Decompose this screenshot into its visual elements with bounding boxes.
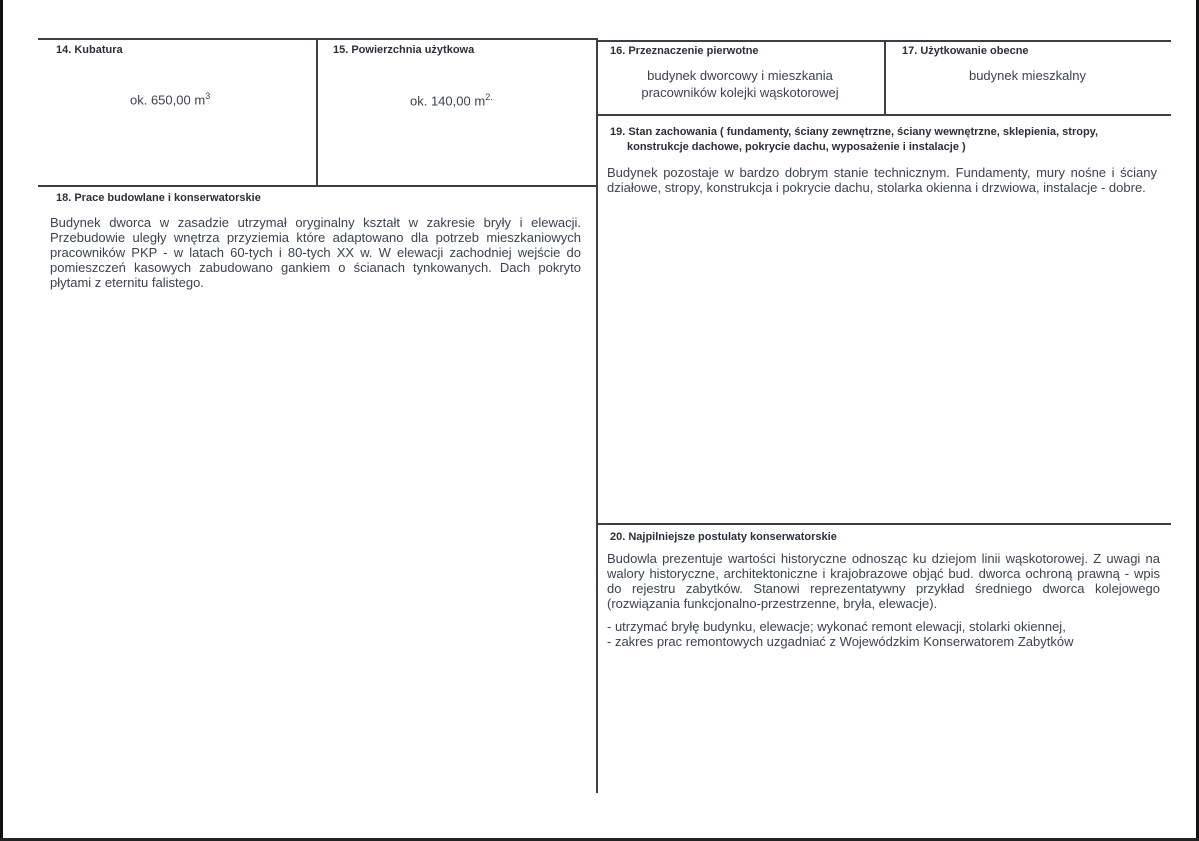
postulaty-item-1: - utrzymać bryłę budynku, elewacje; wykonać remont elewacji, stolarki okiennej, xyxy=(607,619,1066,634)
postulaty-text xyxy=(607,551,1160,649)
rule-above-section-18 xyxy=(38,185,597,187)
przeznaczenie-value xyxy=(600,67,880,101)
powierzchnia-unit: m xyxy=(474,93,486,109)
powierzchnia-label: 15. Powierzchnia użytkowa xyxy=(333,44,475,56)
powierzchnia-value xyxy=(410,92,493,108)
postulaty-label: 20. Najpilniejsze postulaty konserwatorskie xyxy=(610,531,837,543)
rule-above-section-19 xyxy=(597,114,1171,116)
postulaty-item-2: - zakres prac remontowych uzgadniać z Wojewódzkim Konserwatorem Zabytków xyxy=(607,634,1074,649)
rule-above-section-20 xyxy=(597,523,1171,525)
prace-label: 18. Prace budowlane i konserwatorskie xyxy=(56,192,261,204)
divider-przeznaczenie-uzytkowanie xyxy=(884,40,886,114)
kubatura-value xyxy=(130,91,210,107)
prace-paragraph: Budynek dworca w zasadzie utrzymał oryginalny kształt w zakresie bryły i elewacji. Przebudowie uległy wnętrza przyziemia które adaptowano dla potrzeb mieszkaniowych pracowników PKP - w latach 60-tych i 80-tych XX w. W elewacji zachodniej wejście do pomieszczeń kasowych zabudowano gankiem o ścianach tynkowanych. Dach pokryto płytami z eternitu falistego. xyxy=(50,215,581,290)
kubatura-label: 14. Kubatura xyxy=(56,44,123,56)
przeznaczenie-line-1: budynek dworcowy i mieszkania xyxy=(647,68,833,83)
powierzchnia-unit-exponent: 2. xyxy=(485,92,493,102)
kubatura-unit: m xyxy=(194,92,206,108)
kubatura-number: ok. 650,00 xyxy=(130,92,191,108)
przeznaczenie-line-2: pracowników kolejki wąskotorowej xyxy=(641,85,839,100)
stan-label-line-2: konstrukcje dachowe, pokrycie dachu, wyposażenie i instalacje ) xyxy=(627,141,966,153)
prace-text xyxy=(50,215,581,290)
frame-left-edge xyxy=(0,0,3,841)
postulaty-paragraph: Budowla prezentuje wartości historyczne odnosząc ku dziejom linii wąskotorowej. Z uwagi na walory historyczne, architektoniczne i krajobrazowe objąć bud. dworca ochroną prawną - wpis do rejestru zabytków. Stanowi reprezentatywny przykład średniego dworca kolejowego (rozwiązania funkcjonalno-przestrzenne, bryła, elewacje). xyxy=(607,551,1160,611)
stan-label-line-1: 19. Stan zachowania ( fundamenty, ściany zewnętrzne, ściany wewnętrzne, sklepienia, stropy, xyxy=(610,126,1099,138)
powierzchnia-number: ok. 140,00 xyxy=(410,93,471,109)
uzytkowanie-label: 17. Użytkowanie obecne xyxy=(902,45,1029,57)
stan-paragraph: Budynek pozostaje w bardzo dobrym stanie technicznym. Fundamenty, mury nośne i ściany działowe, stropy, konstrukcja i pokrycie dachu, stolarka okienna i drzwiowa, instalacje - dobre. xyxy=(607,165,1157,195)
uzytkowanie-value: budynek mieszkalny xyxy=(968,68,1087,83)
divider-kubatura-powierzchnia xyxy=(316,38,318,186)
divider-center xyxy=(596,38,598,793)
stan-text xyxy=(607,165,1157,195)
kubatura-unit-exponent: 3 xyxy=(205,91,211,101)
przeznaczenie-label: 16. Przeznaczenie pierwotne xyxy=(610,45,759,57)
